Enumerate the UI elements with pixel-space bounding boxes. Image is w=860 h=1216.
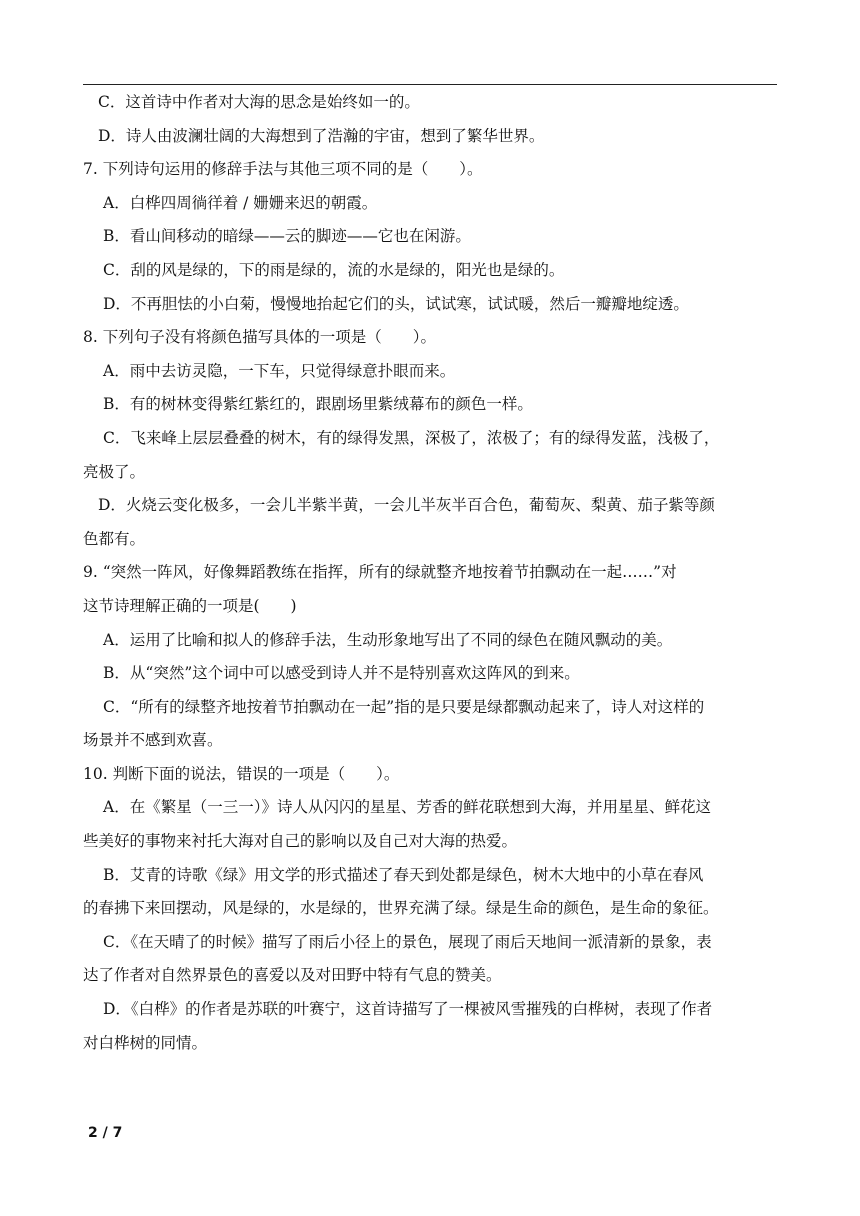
q9-option-c-cont: 场景并不感到欢喜。	[83, 731, 223, 750]
q8-option-d-cont: 色都有。	[83, 529, 146, 548]
page-number: 2 / 7	[88, 1125, 123, 1141]
q10-option-b-cont: 的春拂下来回摆动，风是绿的，水是绿的，世界充满了绿。绿是生命的颜色，是生命的象征。	[83, 899, 719, 918]
q10-stem: 10. 判断下面的说法，错误的一项是（ ）。	[83, 764, 400, 783]
q9-option-c: C．“所有的绿整齐地按着节拍飘动在一起”指的是只要是绿都飘动起来了，诗人对这样的	[103, 697, 705, 716]
q10-option-b: B．艾青的诗歌《绿》用文学的形式描述了春天到处都是绿色，树木大地中的小草在春风	[103, 865, 704, 884]
q8-stem: 8. 下列句子没有将颜色描写具体的一项是（ ）。	[83, 328, 436, 347]
document-body	[83, 86, 777, 1060]
q10-option-d-cont: 对白桦树的同情。	[83, 1033, 208, 1052]
q8-option-d: D．火烧云变化极多，一会儿半紫半黄，一会儿半灰半百合色，葡萄灰、梨黄、茄子紫等颜	[98, 496, 715, 515]
q9-stem-cont: 这节诗理解正确的一项是( )	[83, 596, 297, 615]
q7-option-b: B．看山间移动的暗绿——云的脚迹——它也在闲游。	[103, 227, 471, 246]
q8-option-b: B．有的树林变得紫红紫红的，跟剧场里紫绒幕布的颜色一样。	[103, 395, 533, 414]
q8-option-a: A．雨中去访灵隐，一下车，只觉得绿意扑眼而来。	[103, 361, 456, 380]
q7-option-a: A．白桦四周徜徉着 / 姗姗来迟的朝霞。	[103, 193, 378, 212]
q6-option-c: C．这首诗中作者对大海的思念是始终如一的。	[98, 93, 420, 111]
q7-stem: 7. 下列诗句运用的修辞手法与其他三项不同的是（ ）。	[83, 160, 483, 179]
q10-option-c-cont: 达了作者对自然界景色的喜爱以及对田野中特有气息的赞美。	[83, 966, 502, 985]
q9-option-a: A．运用了比喻和拟人的修辞手法，生动形象地写出了不同的绿色在随风飘动的美。	[103, 630, 673, 649]
q9-option-b: B．从“突然”这个词中可以感受到诗人并不是特别喜欢这阵风的到来。	[103, 664, 580, 683]
q10-option-a: A．在《繁星（一三一）》诗人从闪闪的星星、芳香的鲜花联想到大海，并用星星、鲜花这	[103, 798, 711, 817]
q10-option-a-cont: 些美好的事物来衬托大海对自己的影响以及自己对大海的热爱。	[83, 832, 518, 851]
q6-option-d: D．诗人由波澜壮阔的大海想到了浩瀚的宇宙，想到了繁华世界。	[98, 126, 545, 145]
q10-option-c: C．《在天晴了的时候》描写了雨后小径上的景色，展现了雨后天地间一派清新的景象，表	[103, 932, 712, 951]
q8-option-c-cont: 亮极了。	[83, 462, 146, 481]
q7-option-c: C．刮的风是绿的，下的雨是绿的，流的水是绿的，阳光也是绿的。	[103, 260, 565, 279]
header-rule	[83, 84, 777, 85]
q10-option-d: D．《白桦》的作者是苏联的叶赛宁，这首诗描写了一棵被风雪摧残的白桦树，表现了作者	[103, 1000, 713, 1019]
q9-stem: 9. “突然一阵风，好像舞蹈教练在指挥，所有的绿就整齐地按着节拍飘动在一起……”对	[83, 563, 677, 582]
q8-option-c: C．飞来峰上层层叠叠的树木，有的绿得发黑，深极了，浓极了；有的绿得发蓝，浅极了，	[103, 428, 720, 447]
q7-option-d: D．不再胆怯的小白菊，慢慢地抬起它们的头，试试寒，试试暖，然后一瓣瓣地绽透。	[103, 294, 689, 313]
